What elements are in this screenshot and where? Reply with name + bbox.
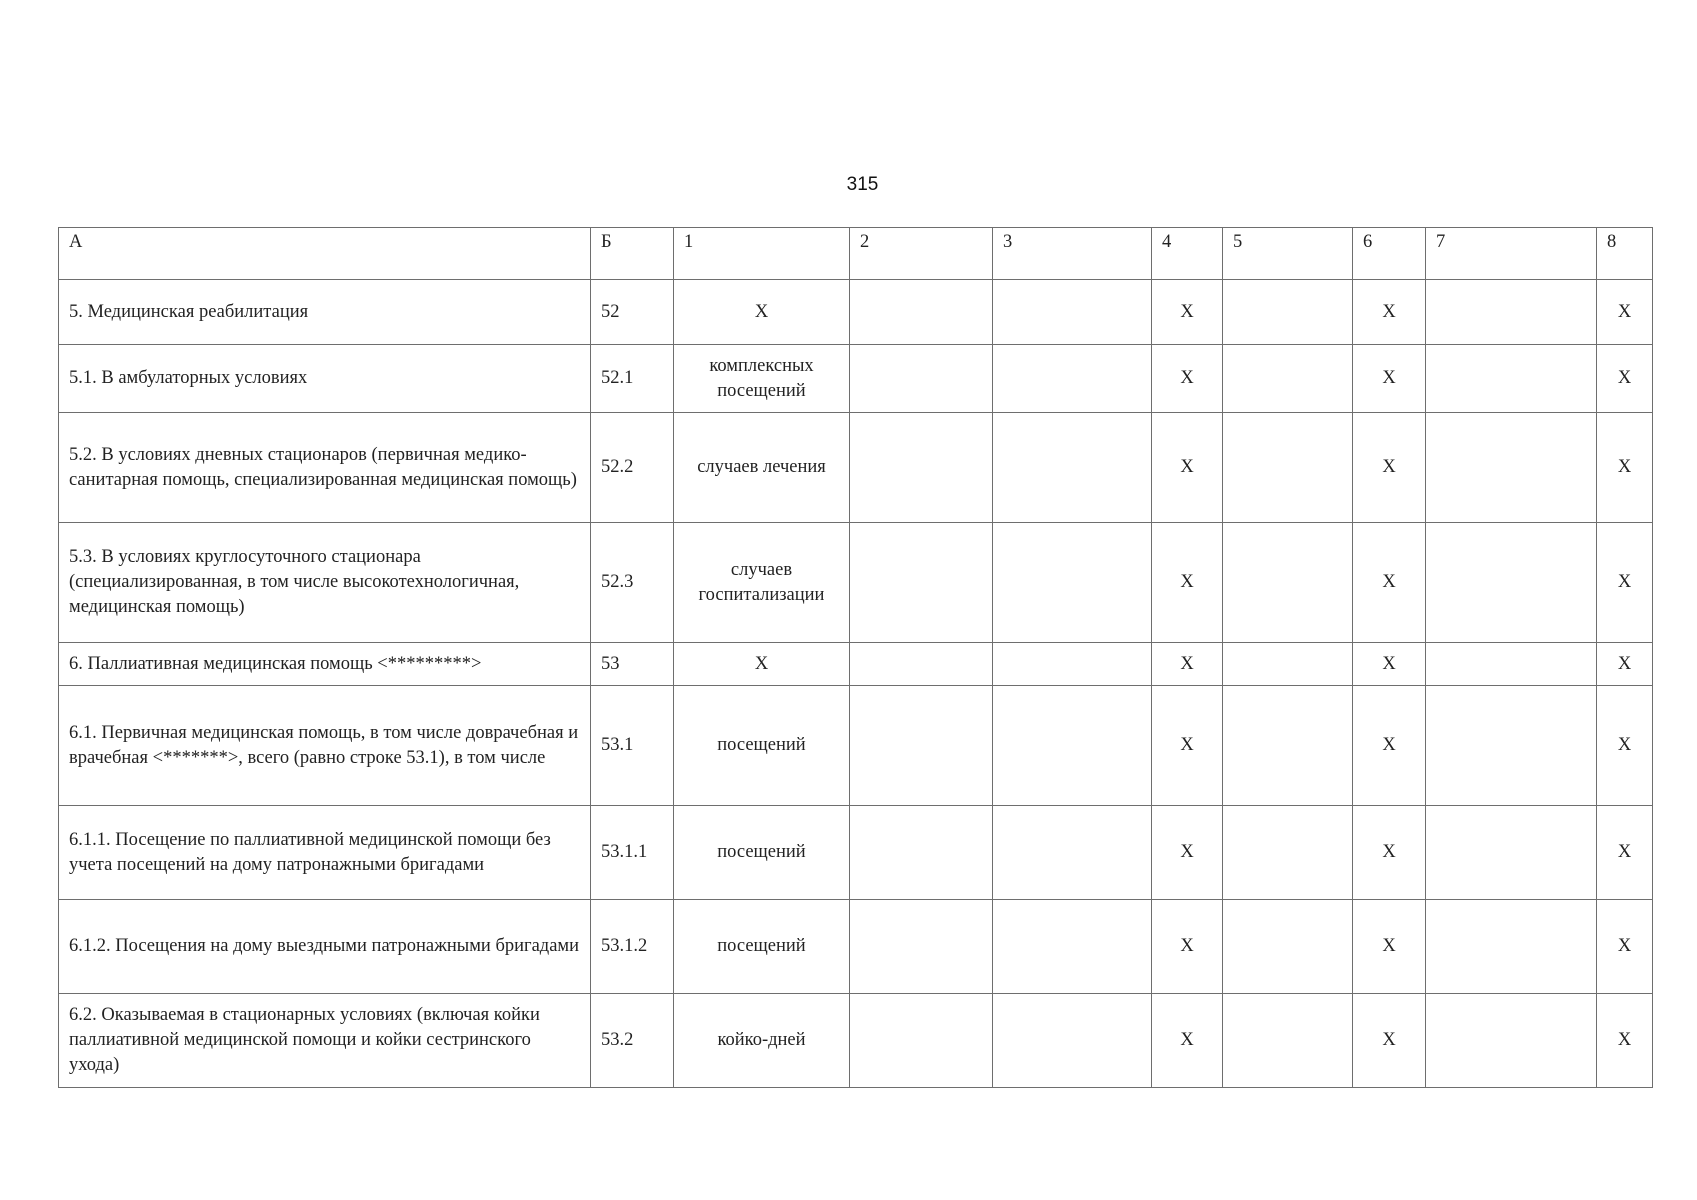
row-unit: случаев госпитализации (674, 523, 850, 643)
cell-col-4: Х (1152, 643, 1223, 686)
cell-col-6: Х (1353, 643, 1426, 686)
cell-col-2 (850, 806, 993, 900)
cell-col-3 (993, 900, 1152, 994)
cell-col-2 (850, 994, 993, 1088)
cell-col-7 (1426, 806, 1597, 900)
cell-col-3 (993, 345, 1152, 413)
data-table (58, 227, 1653, 1088)
row-name: 6. Паллиативная медицинская помощь <*********> (59, 643, 591, 686)
cell-col-7 (1426, 413, 1597, 523)
cell-col-5 (1223, 994, 1353, 1088)
cell-col-6: Х (1353, 345, 1426, 413)
cell-col-7 (1426, 280, 1597, 345)
cell-col-7 (1426, 686, 1597, 806)
cell-col-6: Х (1353, 900, 1426, 994)
header-cell: 1 (674, 228, 850, 280)
row-unit: комплексных посещений (674, 345, 850, 413)
cell-col-3 (993, 994, 1152, 1088)
page-number: 315 (846, 174, 879, 195)
table-row (59, 643, 1653, 686)
row-unit: посещений (674, 900, 850, 994)
cell-col-7 (1426, 643, 1597, 686)
cell-col-6: Х (1353, 413, 1426, 523)
cell-col-2 (850, 523, 993, 643)
cell-col-8: Х (1597, 523, 1653, 643)
cell-col-4: Х (1152, 523, 1223, 643)
row-name: 6.2. Оказываемая в стационарных условиях (включая койки паллиативной медицинской помощи и койки сестринского ухода) (59, 994, 591, 1088)
row-code: 53.1 (591, 686, 674, 806)
cell-col-5 (1223, 413, 1353, 523)
cell-col-4: Х (1152, 900, 1223, 994)
row-name: 6.1. Первичная медицинская помощь, в том числе доврачебная и врачебная <*******>, всего (равно строке 53.1), в том числе (59, 686, 591, 806)
cell-col-8: Х (1597, 806, 1653, 900)
cell-col-3 (993, 523, 1152, 643)
cell-col-7 (1426, 345, 1597, 413)
cell-col-5 (1223, 686, 1353, 806)
cell-col-3 (993, 686, 1152, 806)
row-code: 52.1 (591, 345, 674, 413)
row-code: 52 (591, 280, 674, 345)
row-name: 5.3. В условиях круглосуточного стационара (специализированная, в том числе высокотехнологичная, медицинская помощь) (59, 523, 591, 643)
row-name: 6.1.2. Посещения на дому выездными патронажными бригадами (59, 900, 591, 994)
header-cell: Б (591, 228, 674, 280)
row-code: 52.3 (591, 523, 674, 643)
table-row (59, 345, 1653, 413)
cell-col-5 (1223, 280, 1353, 345)
cell-col-2 (850, 900, 993, 994)
cell-col-7 (1426, 994, 1597, 1088)
row-name: 6.1.1. Посещение по паллиативной медицинской помощи без учета посещений на дому патронажными бригадами (59, 806, 591, 900)
cell-col-7 (1426, 523, 1597, 643)
header-cell: 4 (1152, 228, 1223, 280)
cell-col-3 (993, 643, 1152, 686)
cell-col-3 (993, 806, 1152, 900)
row-unit: Х (674, 643, 850, 686)
cell-col-5 (1223, 345, 1353, 413)
row-unit: Х (674, 280, 850, 345)
row-name: 5.2. В условиях дневных стационаров (первичная медико-санитарная помощь, специализированная медицинская помощь) (59, 413, 591, 523)
cell-col-6: Х (1353, 686, 1426, 806)
header-cell: 2 (850, 228, 993, 280)
cell-col-4: Х (1152, 686, 1223, 806)
cell-col-8: Х (1597, 900, 1653, 994)
cell-col-6: Х (1353, 280, 1426, 345)
header-cell: 8 (1597, 228, 1653, 280)
cell-col-3 (993, 413, 1152, 523)
cell-col-4: Х (1152, 994, 1223, 1088)
header-cell: 7 (1426, 228, 1597, 280)
cell-col-7 (1426, 900, 1597, 994)
table-row (59, 994, 1653, 1088)
table-row (59, 413, 1653, 523)
header-cell: А (59, 228, 591, 280)
cell-col-8: Х (1597, 686, 1653, 806)
row-code: 52.2 (591, 413, 674, 523)
cell-col-2 (850, 413, 993, 523)
table-row (59, 900, 1653, 994)
cell-col-6: Х (1353, 523, 1426, 643)
cell-col-5 (1223, 900, 1353, 994)
header-cell: 3 (993, 228, 1152, 280)
row-code: 53 (591, 643, 674, 686)
cell-col-4: Х (1152, 806, 1223, 900)
cell-col-4: Х (1152, 280, 1223, 345)
row-name: 5.1. В амбулаторных условиях (59, 345, 591, 413)
cell-col-4: Х (1152, 345, 1223, 413)
cell-col-3 (993, 280, 1152, 345)
cell-col-2 (850, 686, 993, 806)
cell-col-5 (1223, 806, 1353, 900)
row-name: 5. Медицинская реабилитация (59, 280, 591, 345)
cell-col-8: Х (1597, 643, 1653, 686)
cell-col-6: Х (1353, 994, 1426, 1088)
row-unit: койко-дней (674, 994, 850, 1088)
table-row (59, 280, 1653, 345)
header-cell: 6 (1353, 228, 1426, 280)
table-row (59, 686, 1653, 806)
row-code: 53.1.1 (591, 806, 674, 900)
row-code: 53.1.2 (591, 900, 674, 994)
cell-col-8: Х (1597, 413, 1653, 523)
cell-col-4: Х (1152, 413, 1223, 523)
table-row (59, 523, 1653, 643)
row-unit: случаев лечения (674, 413, 850, 523)
row-code: 53.2 (591, 994, 674, 1088)
cell-col-8: Х (1597, 345, 1653, 413)
row-unit: посещений (674, 806, 850, 900)
header-cell: 5 (1223, 228, 1353, 280)
cell-col-8: Х (1597, 994, 1653, 1088)
cell-col-2 (850, 345, 993, 413)
table-header-row (59, 228, 1653, 280)
cell-col-5 (1223, 523, 1353, 643)
cell-col-6: Х (1353, 806, 1426, 900)
table-row (59, 806, 1653, 900)
row-unit: посещений (674, 686, 850, 806)
cell-col-2 (850, 280, 993, 345)
cell-col-8: Х (1597, 280, 1653, 345)
cell-col-5 (1223, 643, 1353, 686)
cell-col-2 (850, 643, 993, 686)
